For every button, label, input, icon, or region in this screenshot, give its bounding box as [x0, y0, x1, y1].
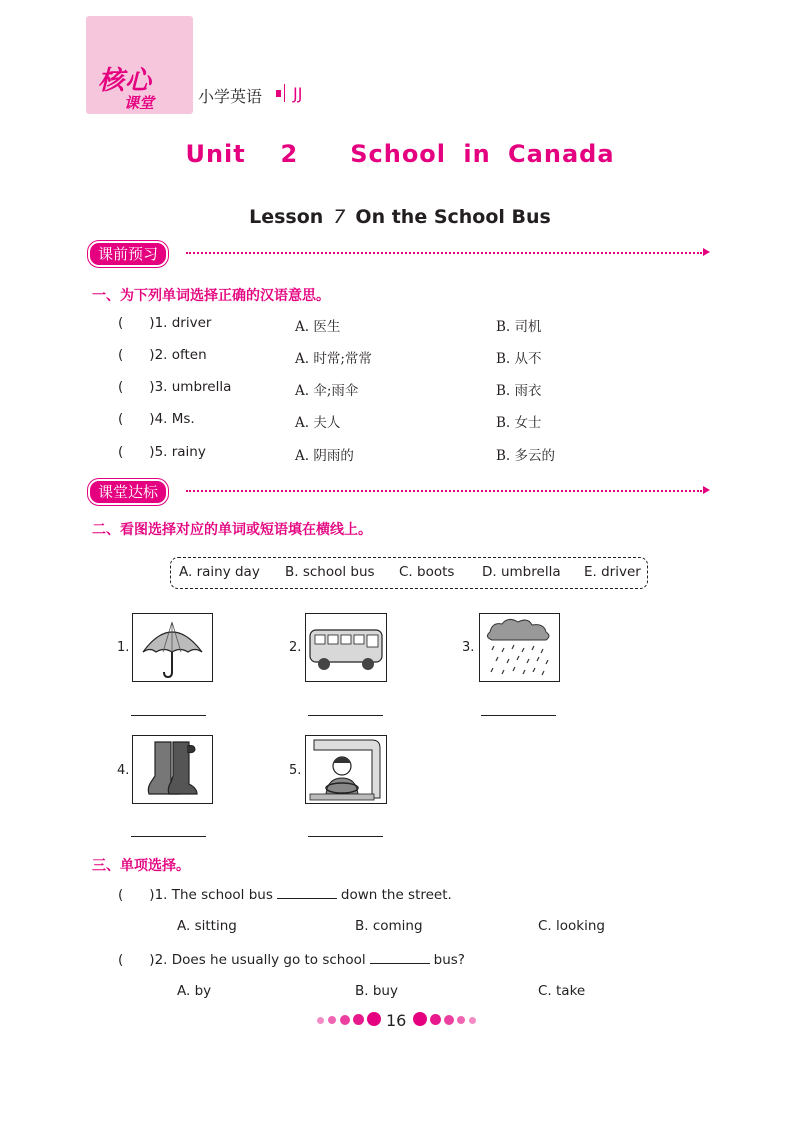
header-divider: [284, 84, 285, 102]
logo-main-text: 核心: [98, 66, 153, 96]
boots-picture: [132, 735, 213, 804]
footer-dot-icon: [444, 1015, 454, 1025]
s3-q2-option-a: A. by: [177, 983, 212, 999]
s1-option-a: A. 伞;雨伞: [295, 383, 359, 399]
s1-row-5: ( )5. rainy: [118, 444, 206, 460]
s1-word: 3. umbrella: [154, 379, 232, 395]
word-choice-a: A. rainy day: [179, 564, 260, 580]
preview-divider: [186, 252, 702, 254]
picture-number: 5.: [289, 763, 302, 778]
s1-row-2: ( )2. often: [118, 347, 207, 363]
header-marker: [276, 90, 281, 97]
s3-question-1: ( )1. The school bus down the street.: [118, 887, 452, 903]
answer-line[interactable]: [308, 715, 383, 716]
boots-icon: [133, 736, 212, 803]
classwork-arrow-icon: [703, 486, 710, 494]
footer-dot-icon: [367, 1012, 381, 1026]
s1-option-b: B. 女士: [496, 415, 542, 431]
classwork-banner: 课堂达标: [88, 479, 168, 505]
footer-dot-icon: [328, 1016, 336, 1024]
s1-option-b: B. 雨衣: [496, 383, 542, 399]
s1-word: 5. rainy: [154, 444, 206, 460]
answer-line[interactable]: [308, 836, 383, 837]
logo-sub-text: 课堂: [124, 94, 155, 112]
answer-line[interactable]: [481, 715, 556, 716]
umbrella-picture: [132, 613, 213, 682]
lesson-prefix: Lesson: [249, 206, 324, 228]
answer-line[interactable]: [131, 715, 206, 716]
s3-q1-option-a: A. sitting: [177, 918, 237, 934]
picture-number: 1.: [117, 640, 130, 655]
word-choice-c: C. boots: [399, 564, 455, 580]
school-bus-picture: [305, 613, 387, 682]
s1-option-b: B. 从不: [496, 351, 542, 367]
section3-heading: 三、单项选择。: [92, 858, 190, 874]
footer-dot-icon: [413, 1012, 427, 1026]
s1-word: 4. Ms.: [154, 411, 195, 427]
rain-cloud-icon: [480, 614, 559, 681]
lesson-title: [0, 206, 800, 228]
s1-option-a: A. 阴雨的: [295, 448, 354, 464]
footer-dot-icon: [317, 1017, 324, 1024]
s3-q2-option-c: C. take: [538, 983, 586, 999]
answer-blank[interactable]: [370, 951, 430, 964]
word-choice-d: D. umbrella: [482, 564, 561, 580]
preview-arrow-icon: [703, 248, 710, 256]
s1-row-3: ( )3. umbrella: [118, 379, 232, 395]
school-bus-icon: [306, 614, 386, 681]
rainy-day-picture: [479, 613, 560, 682]
driver-picture: [305, 735, 387, 804]
s3-question-2: ( )2. Does he usually go to school bus?: [118, 952, 465, 968]
classwork-divider: [186, 490, 702, 492]
s1-option-a: A. 时常;常常: [295, 351, 372, 367]
s3-q2-option-b: B. buy: [355, 983, 398, 999]
s3-q1-option-b: B. coming: [355, 918, 423, 934]
page-number: 16: [386, 1011, 407, 1030]
footer-dot-icon: [340, 1015, 350, 1025]
s1-option-a: A. 夫人: [295, 415, 341, 431]
s1-word: 2. often: [154, 347, 207, 363]
word-choice-e: E. driver: [584, 564, 641, 580]
answer-line[interactable]: [131, 836, 206, 837]
lesson-name: On the School Bus: [355, 206, 551, 228]
picture-number: 2.: [289, 640, 302, 655]
s1-row-1: ( )1. driver: [118, 315, 212, 331]
s1-option-a: A. 医生: [295, 319, 341, 335]
lesson-number: 7: [333, 206, 346, 228]
preview-banner: 课前预习: [88, 241, 168, 267]
picture-number: 3.: [462, 640, 475, 655]
umbrella-icon: [133, 614, 212, 681]
answer-blank[interactable]: [277, 886, 337, 899]
footer-dot-icon: [469, 1017, 476, 1024]
s1-row-4: ( )4. Ms.: [118, 411, 195, 427]
s1-option-b: B. 多云的: [496, 448, 556, 464]
s1-option-b: B. 司机: [496, 319, 542, 335]
footer-dot-icon: [457, 1016, 465, 1024]
s3-q1-option-c: C. looking: [538, 918, 605, 934]
driver-icon: [306, 736, 386, 803]
header-edition: JJ: [293, 84, 303, 103]
word-choice-b: B. school bus: [285, 564, 375, 580]
s1-word: 1. driver: [154, 315, 212, 331]
footer-dot-icon: [430, 1014, 441, 1025]
section2-heading: 二、看图选择对应的单词或短语填在横线上。: [92, 522, 372, 538]
picture-number: 4.: [117, 763, 130, 778]
header-subject: 小学英语: [198, 87, 263, 106]
section1-heading: 一、为下列单词选择正确的汉语意思。: [92, 288, 330, 304]
unit-title: Unit 2 School in Canada: [185, 140, 615, 168]
footer-dot-icon: [353, 1014, 364, 1025]
